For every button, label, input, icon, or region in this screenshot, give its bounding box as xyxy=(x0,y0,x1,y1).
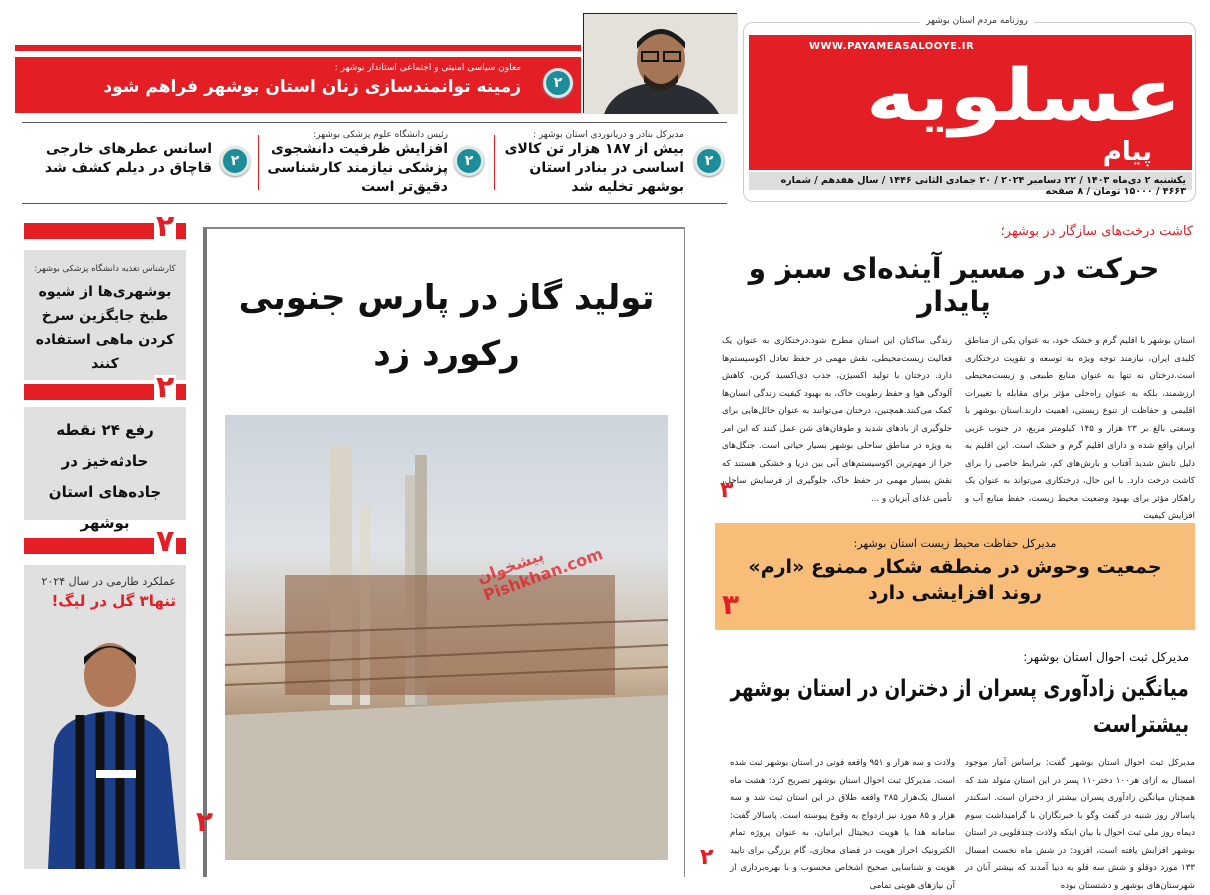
masthead-logo xyxy=(749,35,1192,170)
sidebar-story-1[interactable] xyxy=(24,250,186,380)
teaser-kicker: رئیس دانشگاه علوم پزشکی بوشهر: xyxy=(313,130,448,140)
story2-kicker: مدیرکل حفاظت محیط زیست استان بوشهر: xyxy=(853,537,1057,550)
center-headline[interactable]: تولید گاز در پارس جنوبی رکورد زد xyxy=(238,278,655,374)
page-number: ۷ xyxy=(156,524,175,559)
story2-box[interactable] xyxy=(715,523,1195,630)
story3-column-left: ولادت و سه هزار و ۹۵۱ واقعه فوتی در استان بوشهر ثبت شده است. مدیرکل ثبت احوال استان بوشهر تصریح کرد: هشت ماه امسال یک‌هزار ۲۸۵ واقعه طلاق در این استان ثبت شد و سه هزار و ۸۵ مورد نیز ازدواج به وقوع پیوسته است. پاسالار گفت: سامانه هدا یا هویت دیجیتال ایرانیان، به عنوان پروژه تمام الکترونیک احراز هویت در فضای مجازی، گام بزرگی برای تایید هویت و شناسایی صحیح اشخاص محسوب و با بهره‌برداری از آن نیازهای هویتی تمامی xyxy=(730,758,955,891)
page-badge: ۲ xyxy=(220,146,250,176)
story3-headline-line1[interactable]: میانگین زادآوری پسران از دختران در استان بوشهر xyxy=(730,676,1189,702)
story-kicker: عملکرد طارمی در سال ۲۰۲۴ xyxy=(41,575,176,588)
story3-kicker: مدیرکل ثبت احوال استان بوشهر: xyxy=(1023,650,1189,664)
page-number: ۳ xyxy=(722,588,740,621)
page-number: ۲ xyxy=(156,209,175,244)
story1-kicker: کاشت درخت‌های سازگار در بوشهر؛ xyxy=(1000,224,1193,239)
story-headline: رفع ۲۴ نقطه حادثه‌خیز در جاده‌های استان بوشهر xyxy=(48,421,162,532)
page-badge: ۲ xyxy=(454,146,484,176)
teaser-headline: بیش از ۱۸۷ هزار تن کالای اساسی در بنادر استان بوشهر تخلیه شد xyxy=(504,141,684,195)
website-url: WWW.PAYAMEASALOOYE.IR xyxy=(809,41,975,52)
page-badge: ۲ xyxy=(694,146,724,176)
official-photo xyxy=(583,13,737,113)
story-headline: بوشهری‌ها از شیوه طبخ جایگزین سرخ کردن ماهی استفاده کنند xyxy=(35,284,175,372)
story-headline: تنها۳ گل در لیگ! xyxy=(51,592,176,610)
red-rule xyxy=(15,45,581,51)
page-number: ۲ xyxy=(700,845,714,870)
story1-column-left: زندگی ساکنان این استان مطرح شود.درختکاری به عنوان یک فعالیت زیست‌محیطی، نقش مهمی در حفظ تعادل اکوسیستم‌ها دارد. درختان با تولید اکسیژن، جذب دی‌اکسید کربن، کاهش آلودگی هوا و حفظ رطوبت خاک، به بهبود کیفیت زندگی انسان‌ها کمک می‌کنند.همچنین، درختان می‌توانند به عنوان حائل‌هایی برای جلوگیری از بادهای شدید و طوفان‌های شن عمل کنند که این امر به ویژه در مناطق ساحلی بوشهر بسیار حیاتی است. جنگل‌های حرا از مهم‌ترین اکوسیستم‌های آبی بین دریا و خشکی هستند که نقش بسیار مهمی در حفظ خاک، جلوگیری از فرسایش ساحل، تأمین غذای آبزیان و ... xyxy=(722,336,952,504)
divider xyxy=(22,203,727,204)
story1-column-right: استان بوشهر با اقلیم گرم و خشک خود، به عنوان یکی از مناطق کلیدی ایران، نیازمند توجه ویژه به توسعه و تقویت درختکاری است.درختان نه تنها به عنوان منابع طبیعی و زیست‌محیطی ارزشمند، بلکه به عنوان راه‌حلی مؤثر برای مقابله با تغییرات اقلیمی و حفاظت از تنوع زیستی، اهمیت دارند.استان بوشهر با وسعتی بالغ بر ۲۳ هزار و ۱۴۵ کیلومتر مربع، در جنوب غربی ایران واقع شده و دارای اقلیم گرم و خشک است. این اقلیم به دلیل تابش شدید آفتاب و بارش‌های کم، شرایط خاصی را برای کاشت درخت دارد. با این حال، درختکاری می‌تواند به عنوان یک راهکار مؤثر برای بهبود وضعیت محیط زیست، حفظ منابع آب و افزایش کیفیت xyxy=(965,336,1195,521)
teaser-headline: افزایش ظرفیت دانشجوی پزشکی نیازمند کارشناسی دقیق‌تر است xyxy=(267,141,448,195)
page-badge: ۲ xyxy=(543,68,573,98)
top-banner[interactable] xyxy=(15,57,581,113)
story-kicker: کارشناس تغذیه دانشگاه پزشکی بوشهر: xyxy=(34,264,176,274)
story3-column-right: مدیرکل ثبت احوال استان بوشهر گفت: براساس آمار موجود امسال به ازای هر۱۰۰ دختر۱۱۰ پسر در این استان متولد شد که همچنان میانگین زادآوری پسران بیشتر از دختران است. اسکندر پاسالار روز شنبه در گفت وگو با خبرنگاران با گرامیداشت سوم دیماه روز ملی ثبت احوال با بیان اینکه ولادت چندقلویی در استان بوشهر افزایش یافته است، افزود: در شش ماه نخست امسال ۱۳۳ مورد دوقلو و شش سه قلو به دنیا آمدند که بیشتر آنان در شهرستان‌های بوشهر و دشتستان بوده xyxy=(965,758,1195,891)
gas-refinery-photo xyxy=(225,415,668,860)
watermark: پیشخوان Pishkhan.com xyxy=(474,544,606,605)
story1-headline[interactable]: حرکت در مسیر آینده‌ای سبز و پایدار xyxy=(748,252,1160,318)
story3-headline-line2[interactable]: بیشتراست xyxy=(1093,712,1189,738)
page-number: ۳ xyxy=(720,478,734,503)
banner-kicker: معاون سیاسی امنیتی و اجتماعی استاندار بوشهر : xyxy=(334,63,521,73)
column-separator xyxy=(258,135,259,190)
portrait-image xyxy=(584,14,738,114)
column-separator xyxy=(494,135,495,190)
page-number: ۲ xyxy=(156,370,175,405)
story2-headline-line2: روند افزایشی دارد xyxy=(867,582,1042,604)
divider xyxy=(22,122,727,123)
sidebar-story-2[interactable] xyxy=(24,407,186,532)
football-player-image xyxy=(40,635,186,869)
page-number: ۲ xyxy=(196,805,214,838)
dateline: یکشنبه ۲ دی‌ماه ۱۴۰۳ / ۲۲ دسامبر ۲۰۲۴ / ۲۰ جمادی الثانی ۱۴۴۶ / سال هفدهم / شماره ۴۶۶۳ / ۱۵۰۰۰ تومان / ۸ صفحه xyxy=(749,172,1192,190)
teaser-headline: اسانس عطرهای خارجی قاچاق در دیلم کشف شد xyxy=(44,141,212,176)
teaser-kicker: مدیرکل بنادر و دریانوردی استان بوشهر : xyxy=(532,130,684,140)
logo-prefix: پیام xyxy=(1102,137,1152,167)
banner-headline: زمینه توانمندسازی زنان استان بوشهر فراهم شود xyxy=(103,77,521,97)
masthead-tagline: روزنامه مردم استان بوشهر xyxy=(920,16,1034,26)
story2-headline-line1: جمعیت وحوش در منطقه شکار ممنوع «ارم» xyxy=(748,556,1162,578)
logo-main: عسلویه xyxy=(866,53,1182,137)
